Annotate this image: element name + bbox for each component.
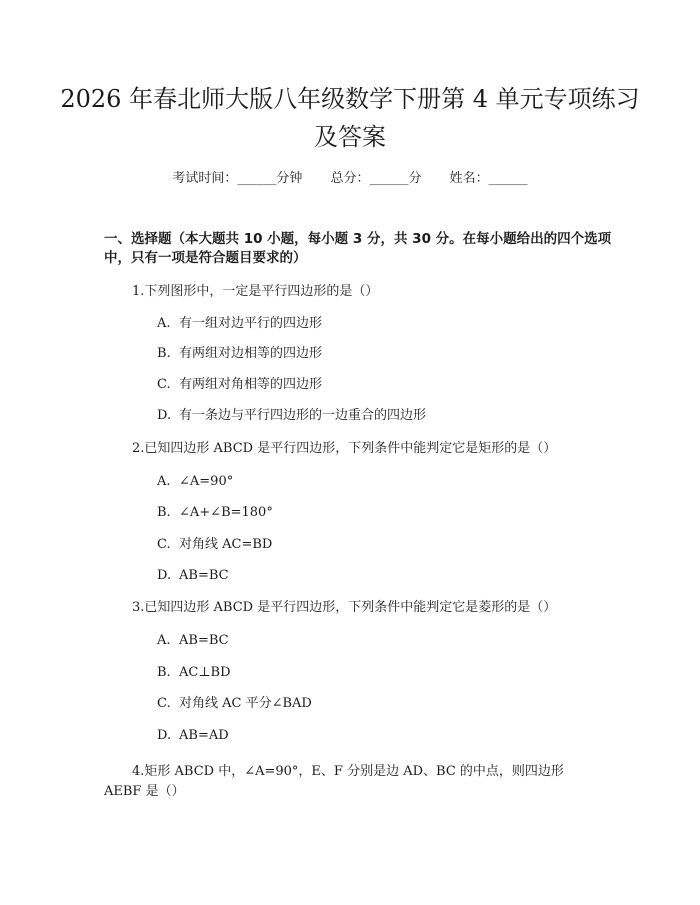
option-text: 对角线 AC=BD [179,537,273,552]
option-text: AB=AD [179,728,229,743]
option-letter: A. [157,316,171,331]
option-2c [157,535,597,555]
document-title: 2026 年春北师大版八年级数学下册第 4 单元专项练习及答案 [60,85,640,151]
section-title: 一、选择题（本大题共 10 小题，每小题 3 分，共 30 分。在每小题给出的四个选项中，只有一项是符合题目要求的） [104,231,612,266]
option-3a [157,631,597,651]
option-2b [157,503,597,523]
option-2d [157,566,597,586]
option-1c [157,375,597,395]
question-1: 1.下列图形中，一定是平行四边形的是（） [132,284,379,299]
option-letter: C. [157,696,171,711]
option-text: 对角线 AC 平分∠BAD [179,696,312,711]
option-text: 有一条边与平行四边形的一边重合的四边形 [179,408,427,423]
option-letter: B. [157,665,171,680]
option-3d [157,726,597,746]
option-text: 有一组对边平行的四边形 [179,316,323,331]
option-2a [157,472,597,492]
option-1b [157,344,597,364]
exam-time-field: 考试时间：______分钟 [172,171,303,186]
option-letter: D. [157,568,172,583]
exam-meta [0,170,700,188]
total-score-field: 总分：______分 [330,171,422,186]
option-letter: A. [157,474,171,489]
option-letter: C. [157,377,171,392]
option-letter: D. [157,408,172,423]
option-text: 有两组对边相等的四边形 [179,346,323,361]
option-letter: B. [157,505,171,520]
option-text: AC⊥BD [179,665,231,680]
option-3c [157,694,597,714]
option-3b [157,663,597,683]
question-3: 3.已知四边形 ABCD 是平行四边形，下列条件中能判定它是菱形的是（） [132,600,557,615]
option-letter: A. [157,633,171,648]
option-1d [157,406,597,426]
option-text: ∠A=90° [179,474,234,489]
option-letter: D. [157,728,172,743]
option-letter: B. [157,346,171,361]
option-1a [157,314,597,334]
option-text: ∠A+∠B=180° [179,505,273,520]
option-letter: C. [157,537,171,552]
option-text: AB=BC [179,633,229,648]
option-text: AB=BC [179,568,229,583]
option-text: 有两组对角相等的四边形 [179,377,323,392]
student-name-field: 姓名：______ [449,171,528,186]
question-4: 4.矩形 ABCD 中，∠A=90°，E、F 分别是边 AD、BC 的中点，则四边形 AEBF 是（） [104,764,564,799]
question-2: 2.已知四边形 ABCD 是平行四边形，下列条件中能判定它是矩形的是（） [132,441,557,456]
